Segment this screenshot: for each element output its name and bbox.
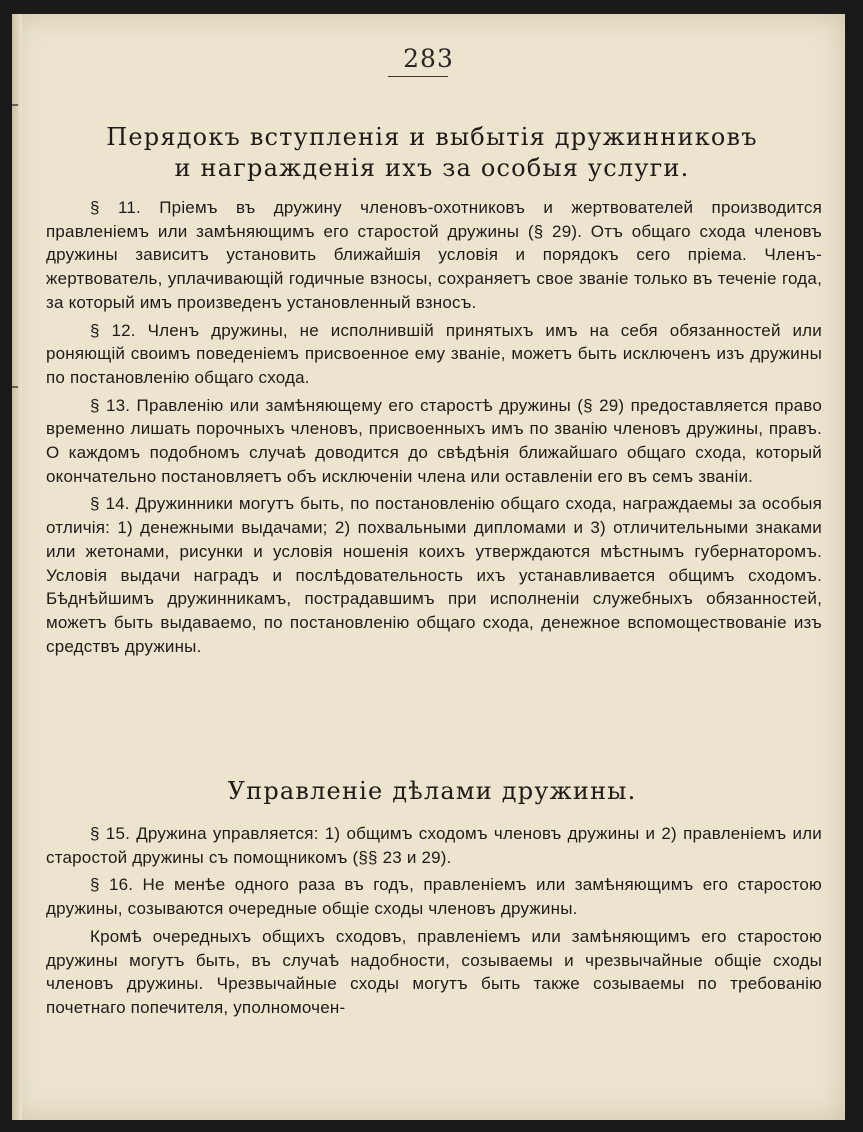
page-number: 283	[403, 44, 454, 73]
section-body-management	[46, 822, 822, 1024]
page-number-rule	[388, 76, 448, 77]
page-spine-shadow	[12, 14, 22, 1120]
paragraph-13: § 13. Правленію или замѣняющему его старостѣ дружины (§ 29) предоставляется право временно лишать порочныхъ членовъ, присвоенныхъ имъ по званію членовъ дружины, правъ. О каждомъ подобномъ случаѣ доводится до свѣдѣнія ближайшаго общаго схода, который окончательно постановляетъ объ исключеніи члена или оставленіи его въ семъ званіи.	[46, 395, 822, 486]
paragraph-14: § 14. Дружинники могутъ быть, по постановленію общаго схода, награждаемы за особыя отличія: 1) денежными выдачами; 2) похвальными дипломами и 3) отличительными знаками или жетонами, рисунки и условія ношенія коихъ утверждаются мѣстнымъ губернаторомъ. Условія выдачи наградъ и послѣдовательность ихъ устанавливается общимъ сходомъ. Бѣднѣйшимъ дружинникамъ, пострадавшимъ при исполненіи служебныхъ обязанностей, можетъ быть выдаваемо, по постановленію общаго схода, денежное вспомоществованіе изъ средствъ дружины.	[46, 494, 822, 656]
heading-line: Управленіе дѣлами дружины.	[227, 777, 637, 805]
paragraph-11: § 11. Пріемъ въ дружину членовъ-охотниковъ и жертвователей производится правленіемъ или замѣняющимъ его старостой дружины (§ 29). Отъ общаго схода членовъ дружины зависитъ установить ближайшія условія и порядокъ сего пріема. Членъ-жертвователь, уплачивающій годичные взносы, сохраняетъ свое званіе только въ теченіе года, за который имъ произведенъ установленный взносъ.	[46, 198, 822, 312]
margin-mark	[12, 386, 18, 388]
margin-mark	[12, 104, 18, 106]
paragraph-16: § 16. Не менѣе одного раза въ годъ, правленіемъ или замѣняющимъ его старостою дружины, созываются очередные общіе сходы членовъ дружины.	[46, 875, 822, 919]
section-heading-management	[42, 776, 822, 807]
section-heading-admission	[42, 122, 822, 184]
paragraph-12: § 12. Членъ дружины, не исполнившій принятыхъ имъ на себя обязанностей или роняющій своимъ поведеніемъ присвоенное ему званіе, можетъ быть исключенъ изъ дружины по постановленію общаго схода.	[46, 320, 822, 387]
paragraph-15: § 15. Дружина управляется: 1) общимъ сходомъ членовъ дружины и 2) правленіемъ или старостой дружины съ помощникомъ (§§ 23 и 29).	[46, 824, 822, 867]
paragraph-16-continued: Кромѣ очередныхъ общихъ сходовъ, правленіемъ или замѣняющимъ его старостою дружины могутъ быть, въ случаѣ надобности, созываемы и чрезвычайные общіе сходы членовъ дружины. Чрезвычайные сходы могутъ быть также созываемы по требованію почетнаго попечителя, уполномочен-	[46, 926, 822, 1017]
book-page	[12, 14, 845, 1120]
heading-line-2: и награжденія ихъ за особыя услуги.	[174, 154, 690, 182]
section-body-admission	[46, 196, 822, 662]
heading-line-1: Перядокъ вступленія и выбытія дружинниковъ	[106, 123, 758, 151]
